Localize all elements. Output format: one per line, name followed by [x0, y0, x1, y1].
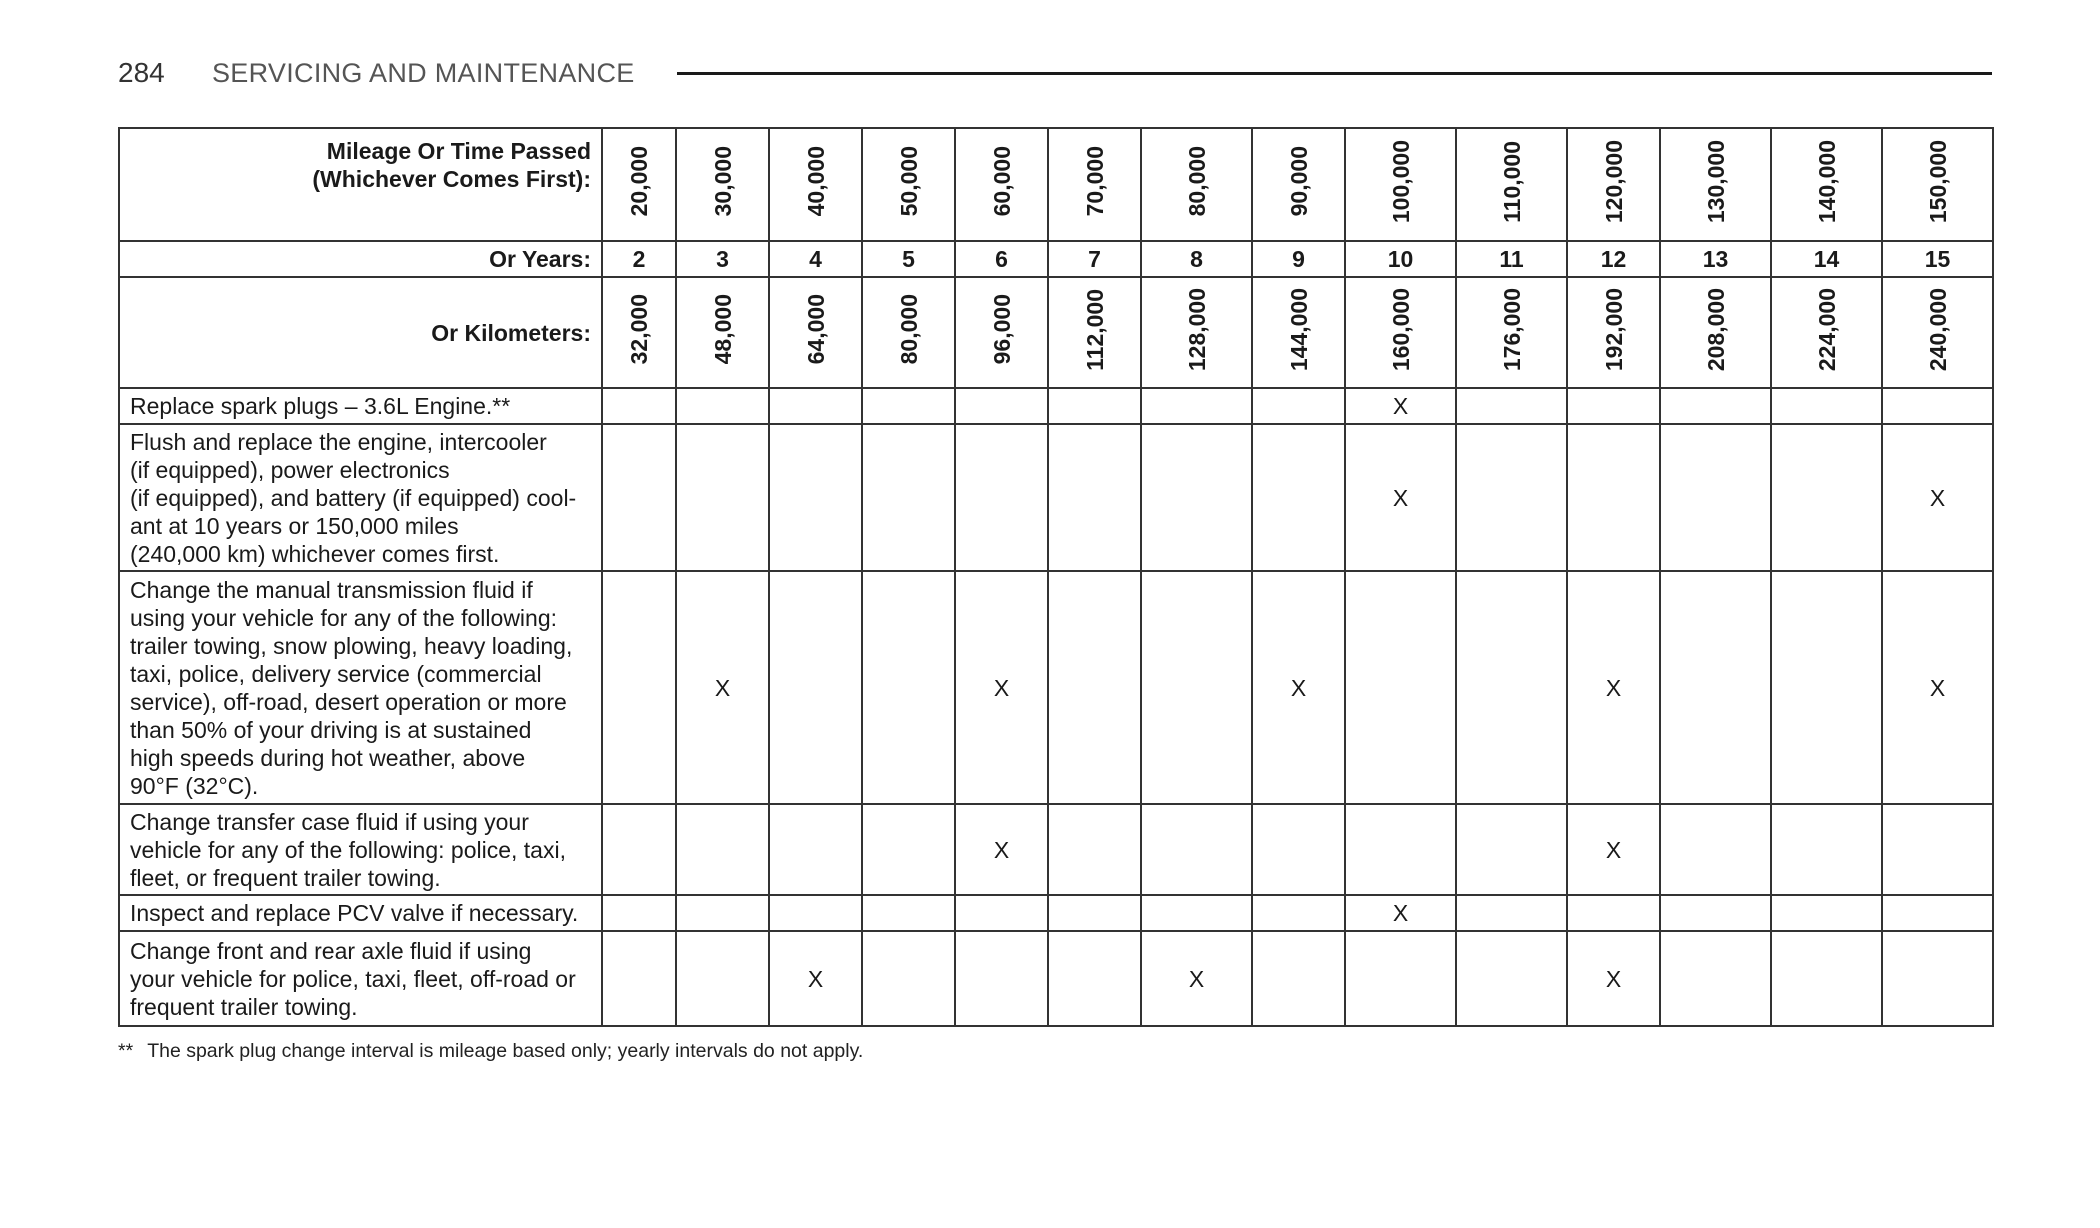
service-mark-cell: X: [1567, 571, 1660, 804]
service-mark-cell: [769, 571, 862, 804]
service-mark-cell: [1771, 388, 1882, 424]
service-mark-cell: [1567, 895, 1660, 931]
task-text-line: service), off-road, desert operation or more: [130, 688, 567, 715]
service-task-description: [119, 895, 602, 931]
kilometer-value: 48,000: [709, 294, 736, 365]
kilometer-cell: [1771, 277, 1882, 388]
service-mark-cell: [1345, 571, 1456, 804]
service-mark-cell: [1771, 804, 1882, 895]
service-mark-cell: [676, 424, 769, 571]
service-mark-cell: [1456, 931, 1567, 1026]
task-text-line: (240,000 km) whichever comes first.: [130, 540, 500, 567]
service-mark-cell: [1660, 388, 1771, 424]
kilometers-header-label: Or Kilometers:: [119, 277, 602, 388]
kilometer-cell: [602, 277, 676, 388]
header-rule: [677, 72, 1992, 75]
service-mark-cell: [1567, 388, 1660, 424]
kilometer-value: 96,000: [988, 294, 1015, 365]
service-mark-cell: [1141, 388, 1252, 424]
year-value: 2: [602, 241, 676, 277]
mileage-label-line2: (Whichever Comes First):: [312, 166, 591, 192]
service-mark-cell: X: [1141, 931, 1252, 1026]
service-row: [119, 571, 1993, 804]
service-mark-cell: [1456, 895, 1567, 931]
service-mark-cell: [1048, 804, 1141, 895]
service-mark-cell: [1771, 571, 1882, 804]
mileage-value: 100,000: [1387, 139, 1414, 224]
section-title: SERVICING AND MAINTENANCE: [212, 57, 635, 88]
mileage-header-row: [119, 128, 1993, 241]
mileage-value: 30,000: [709, 146, 736, 217]
service-mark-cell: [1141, 424, 1252, 571]
service-mark-cell: X: [1567, 931, 1660, 1026]
service-row: [119, 424, 1993, 571]
service-mark-cell: [602, 571, 676, 804]
year-value: 7: [1048, 241, 1141, 277]
service-mark-cell: [676, 931, 769, 1026]
service-mark-cell: [1252, 424, 1345, 571]
service-mark-cell: [1252, 804, 1345, 895]
task-text-line: trailer towing, snow plowing, heavy loading,: [130, 632, 573, 659]
service-mark-cell: [862, 424, 955, 571]
service-mark-cell: [1882, 388, 1993, 424]
service-mark-cell: [602, 895, 676, 931]
service-row: [119, 895, 1993, 931]
kilometer-cell: [1048, 277, 1141, 388]
service-mark-cell: [1882, 804, 1993, 895]
service-mark-cell: [602, 804, 676, 895]
service-mark-cell: [1141, 804, 1252, 895]
mileage-value: 60,000: [988, 146, 1015, 217]
task-text-line: Replace spark plugs – 3.6L Engine.**: [130, 393, 511, 419]
service-mark-cell: [769, 424, 862, 571]
service-mark-cell: [769, 388, 862, 424]
years-header-label: Or Years:: [119, 241, 602, 277]
mileage-value: 80,000: [1183, 146, 1210, 217]
service-mark-cell: [862, 571, 955, 804]
mileage-label-line1: Mileage Or Time Passed: [326, 138, 591, 164]
kilometer-cell: [862, 277, 955, 388]
task-text-line: Change front and rear axle fluid if using: [130, 937, 532, 964]
service-row: [119, 388, 1993, 424]
years-header-row: [119, 241, 1993, 277]
service-mark-cell: X: [676, 571, 769, 804]
mileage-cell: [1660, 128, 1771, 241]
year-value: 10: [1345, 241, 1456, 277]
service-task-description: [119, 424, 602, 571]
task-text-line: taxi, police, delivery service (commercial: [130, 660, 542, 687]
service-mark-cell: [1252, 895, 1345, 931]
kilometer-value: 160,000: [1387, 287, 1414, 372]
mileage-value: 130,000: [1702, 139, 1729, 224]
year-value: 15: [1882, 241, 1993, 277]
mileage-cell: [676, 128, 769, 241]
task-text-line: Change the manual transmission fluid if: [130, 576, 533, 603]
service-mark-cell: [1660, 895, 1771, 931]
service-mark-cell: [602, 424, 676, 571]
mileage-cell: [1882, 128, 1993, 241]
task-text-line: using your vehicle for any of the following:: [130, 604, 558, 631]
service-row: [119, 931, 1993, 1026]
kilometer-value: 80,000: [895, 294, 922, 365]
task-text-line: Inspect and replace PCV valve if necessary.: [130, 900, 579, 926]
mileage-value: 150,000: [1924, 139, 1951, 224]
year-value: 8: [1141, 241, 1252, 277]
mileage-cell: [1456, 128, 1567, 241]
service-mark-cell: [1771, 895, 1882, 931]
kilometer-value: 64,000: [802, 294, 829, 365]
kilometer-value: 176,000: [1498, 287, 1525, 372]
year-value: 9: [1252, 241, 1345, 277]
page-number: 284: [118, 57, 165, 88]
service-mark-cell: X: [1345, 424, 1456, 571]
task-text-line: frequent trailer towing.: [130, 993, 358, 1020]
service-mark-cell: [1141, 571, 1252, 804]
service-mark-cell: [1048, 931, 1141, 1026]
service-task-description: [119, 931, 602, 1026]
service-mark-cell: X: [1252, 571, 1345, 804]
service-mark-cell: [1771, 931, 1882, 1026]
service-mark-cell: [1048, 895, 1141, 931]
service-mark-cell: X: [1882, 571, 1993, 804]
service-mark-cell: [955, 931, 1048, 1026]
task-text-line: high speeds during hot weather, above: [130, 744, 526, 771]
kilometer-cell: [676, 277, 769, 388]
kilometer-cell: [1882, 277, 1993, 388]
service-mark-cell: [1141, 895, 1252, 931]
service-mark-cell: [1345, 931, 1456, 1026]
service-mark-cell: [602, 931, 676, 1026]
mileage-cell: [769, 128, 862, 241]
kilometer-cell: [1252, 277, 1345, 388]
mileage-value: 110,000: [1498, 140, 1525, 223]
task-text-line: (if equipped), and battery (if equipped) cool-: [130, 484, 577, 511]
footnote: [118, 1040, 863, 1063]
service-task-description: [119, 388, 602, 424]
page-header: [118, 50, 1992, 96]
mileage-value: 120,000: [1600, 139, 1627, 224]
task-text-line: fleet, or frequent trailer towing.: [130, 864, 441, 891]
service-mark-cell: [1660, 424, 1771, 571]
service-mark-cell: [1567, 424, 1660, 571]
service-mark-cell: [1048, 424, 1141, 571]
service-mark-cell: [955, 388, 1048, 424]
footnote-text: The spark plug change interval is mileage based only; yearly intervals do not apply.: [147, 1040, 864, 1062]
service-mark-cell: [862, 388, 955, 424]
footnote-marker: **: [118, 1040, 134, 1062]
kilometer-value: 128,000: [1183, 287, 1210, 372]
kilometer-value: 208,000: [1702, 287, 1729, 372]
service-mark-cell: [1660, 804, 1771, 895]
mileage-cell: [1252, 128, 1345, 241]
service-mark-cell: X: [955, 804, 1048, 895]
year-value: 3: [676, 241, 769, 277]
service-mark-cell: [1456, 571, 1567, 804]
task-text-line: your vehicle for police, taxi, fleet, off-road or: [130, 965, 576, 992]
service-mark-cell: [676, 804, 769, 895]
year-value: 12: [1567, 241, 1660, 277]
task-text-line: Flush and replace the engine, intercooler: [130, 428, 547, 455]
service-mark-cell: [1456, 424, 1567, 571]
mileage-cell: [862, 128, 955, 241]
mileage-value: 140,000: [1813, 139, 1840, 224]
kilometer-cell: [769, 277, 862, 388]
service-mark-cell: [676, 895, 769, 931]
service-mark-cell: [1882, 895, 1993, 931]
mileage-cell: [602, 128, 676, 241]
service-mark-cell: X: [955, 571, 1048, 804]
year-value: 14: [1771, 241, 1882, 277]
task-text-line: than 50% of your driving is at sustained: [130, 716, 532, 743]
service-row: [119, 804, 1993, 895]
mileage-value: 50,000: [895, 146, 922, 217]
service-mark-cell: [862, 931, 955, 1026]
service-mark-cell: [1456, 388, 1567, 424]
year-value: 6: [955, 241, 1048, 277]
task-text-line: (if equipped), power electronics: [130, 456, 450, 483]
kilometer-cell: [1567, 277, 1660, 388]
kilometer-value: 240,000: [1924, 287, 1951, 372]
year-value: 13: [1660, 241, 1771, 277]
service-mark-cell: [1660, 931, 1771, 1026]
service-mark-cell: [1771, 424, 1882, 571]
service-mark-cell: [862, 804, 955, 895]
kilometer-value: 224,000: [1813, 287, 1840, 372]
service-mark-cell: [1456, 804, 1567, 895]
task-text-line: ant at 10 years or 150,000 miles: [130, 512, 459, 539]
service-task-description: [119, 571, 602, 804]
kilometer-value: 192,000: [1600, 287, 1627, 372]
kilometer-cell: [1141, 277, 1252, 388]
service-mark-cell: X: [1882, 424, 1993, 571]
mileage-cell: [1141, 128, 1252, 241]
service-task-description: [119, 804, 602, 895]
mileage-cell: [1345, 128, 1456, 241]
service-mark-cell: [1252, 388, 1345, 424]
mileage-cell: [1771, 128, 1882, 241]
mileage-cell: [1567, 128, 1660, 241]
kilometer-value: 32,000: [626, 294, 652, 365]
task-text-line: Change transfer case fluid if using your: [130, 808, 529, 835]
service-mark-cell: [1345, 804, 1456, 895]
mileage-value: 20,000: [626, 146, 652, 217]
mileage-cell: [1048, 128, 1141, 241]
mileage-value: 90,000: [1285, 146, 1312, 217]
mileage-value: 40,000: [802, 146, 829, 217]
kilometer-value: 112,000: [1081, 288, 1108, 371]
year-value: 11: [1456, 241, 1567, 277]
year-value: 4: [769, 241, 862, 277]
service-mark-cell: X: [1345, 388, 1456, 424]
service-mark-cell: X: [1345, 895, 1456, 931]
service-mark-cell: [955, 895, 1048, 931]
maintenance-schedule-table: [118, 127, 1994, 1027]
task-text-line: 90°F (32°C).: [130, 772, 259, 799]
service-mark-cell: [769, 895, 862, 931]
service-mark-cell: [1048, 388, 1141, 424]
service-mark-cell: [862, 895, 955, 931]
service-mark-cell: X: [1567, 804, 1660, 895]
mileage-cell: [955, 128, 1048, 241]
task-text-line: vehicle for any of the following: police, taxi,: [130, 836, 566, 863]
kilometer-cell: [955, 277, 1048, 388]
kilometers-header-row: [119, 277, 1993, 388]
service-mark-cell: [1252, 931, 1345, 1026]
service-mark-cell: X: [769, 931, 862, 1026]
service-mark-cell: [1048, 571, 1141, 804]
kilometer-cell: [1456, 277, 1567, 388]
service-mark-cell: [1660, 571, 1771, 804]
kilometer-value: 144,000: [1285, 287, 1312, 372]
kilometer-cell: [1345, 277, 1456, 388]
service-mark-cell: [769, 804, 862, 895]
kilometer-cell: [1660, 277, 1771, 388]
mileage-value: 70,000: [1081, 146, 1108, 217]
year-value: 5: [862, 241, 955, 277]
service-mark-cell: [955, 424, 1048, 571]
service-mark-cell: [1882, 931, 1993, 1026]
service-mark-cell: [602, 388, 676, 424]
service-mark-cell: [676, 388, 769, 424]
mileage-header-label: [119, 128, 602, 241]
